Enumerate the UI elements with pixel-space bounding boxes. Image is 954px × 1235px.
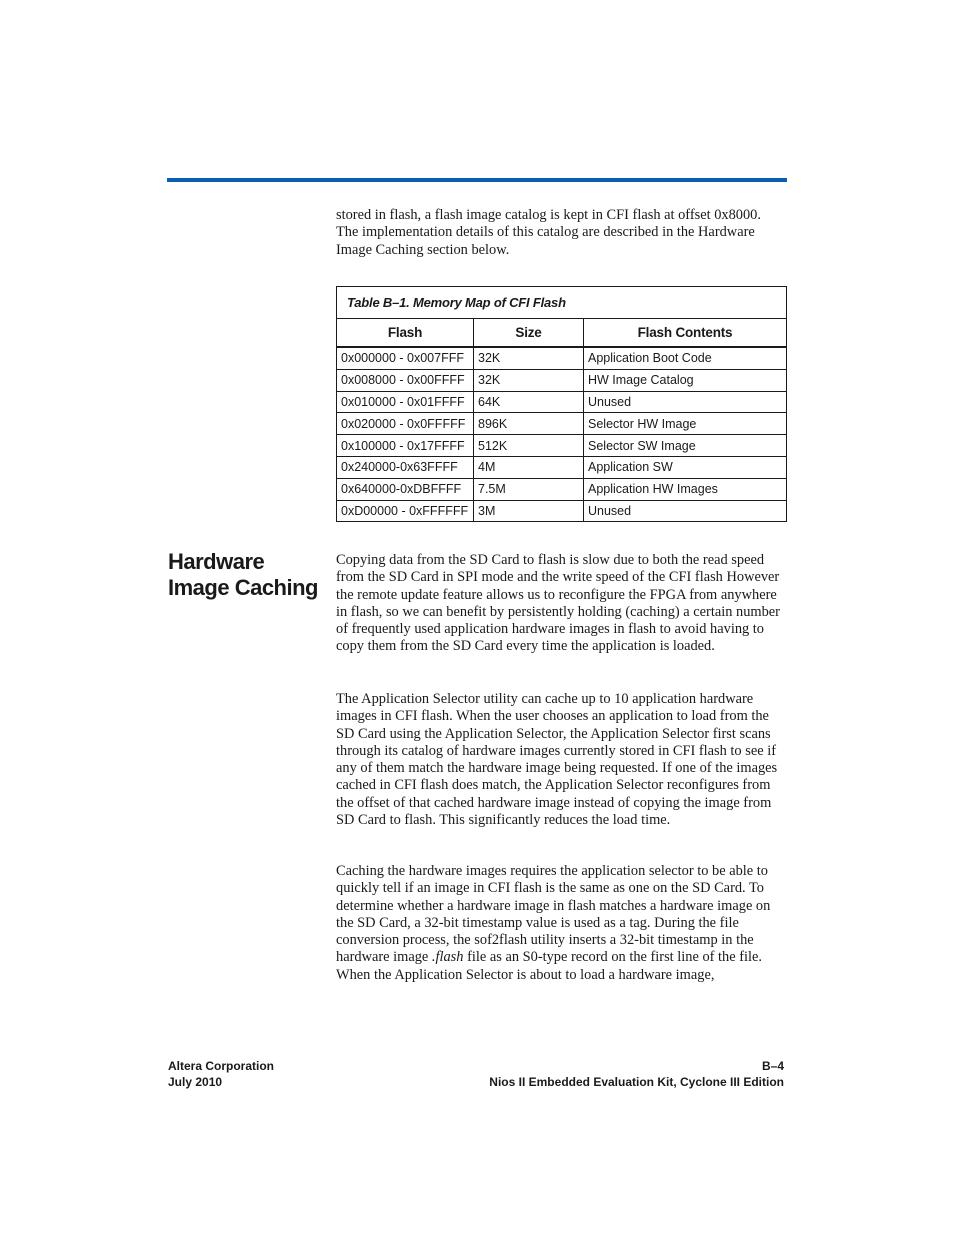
contents-cell: Selector SW Image [584,435,787,457]
table-row [337,435,786,457]
contents-cell: Unused [584,391,787,413]
body-paragraph-2 [336,691,786,829]
body-paragraph-3 [336,863,786,984]
file-extension: .flash [431,949,464,966]
flash-range-cell: 0x000000 - 0x007FFF [337,347,474,369]
flash-range-cell: 0xD00000 - 0xFFFFFF [337,500,474,521]
header-rule [167,178,787,182]
paragraph-text [336,863,786,984]
intro-paragraph: stored in flash, a flash image catalog is kept in CFI flash at offset 0x8000. The implementation details of this catalog are described in the Hardware Image Caching section below. [336,207,761,258]
footer-right [489,1059,784,1090]
table-row [337,347,786,369]
table-row [337,500,786,521]
footer-left [168,1059,274,1090]
size-cell: 896K [474,413,584,435]
contents-cell: HW Image Catalog [584,369,787,391]
body-paragraph-1 [336,552,786,656]
size-cell: 512K [474,435,584,457]
page-number: B–4 [761,1059,784,1073]
flash-range-cell: 0x240000-0x63FFFF [337,456,474,478]
footer-date: July 2010 [168,1074,223,1089]
contents-cell: Application Boot Code [584,347,787,369]
flash-range-cell: 0x008000 - 0x00FFFF [337,369,474,391]
column-header-flash: Flash [337,319,474,347]
table-row [337,456,786,478]
paragraph-text: The Application Selector utility can cache up to 10 application hardware images in CFI flash. When the user chooses an application to load from the SD Card using the Application Selector, the Application Selector first scans through its catalog of hardware images currently stored in CFI flash to see if any of them match the hardware image being requested. If one of the images cached in CFI flash does match, the Application Selector reconfigures from the offset of that cached hardware image instead of copying the image from SD Card to flash. This significantly reduces the load time. [336,691,778,829]
table-row [337,369,786,391]
table-row [337,413,786,435]
flash-range-cell: 0x100000 - 0x17FFFF [337,435,474,457]
contents-cell: Unused [588,503,632,518]
paragraph-text-part: Caching the hardware images requires the application selector to be able to quickly tell if an image in CFI flash is the same as one on the SD Card. To determine whether a hardware image in flash matches a hardware image on the SD Card, a 32-bit timestamp value is used as a tag. During the file conversion process, the sof2flash utility inserts a 32-bit timestamp in the hardware image [336,863,771,966]
flash-range-cell: 0x640000-0xDBFFFF [337,478,474,500]
memory-map-table [336,286,787,522]
size-cell: 7.5M [474,478,584,500]
contents-cell: Application SW [584,456,787,478]
section-heading: Hardware Image Caching [168,549,318,600]
size-cell: 3M [474,500,584,521]
flash-range-cell: 0x010000 - 0x01FFFF [337,391,474,413]
size-cell: 4M [474,456,584,478]
footer-company: Altera Corporation [168,1059,275,1073]
column-header-size: Size [474,319,584,347]
column-header-contents: Flash Contents [584,319,787,347]
contents-cell: Selector HW Image [584,413,787,435]
paragraph-text: Copying data from the SD Card to flash is slow due to both the read speed from the SD Card in SPI mode and the write speed of the CFI flash However the remote update feature allows us to reconfigure the FPGA from anywhere in flash, so we can benefit by persistently holding (caching) a certain number of frequently used application hardware images in flash to avoid having to copy them from the SD Card every time the application is loaded. [336,552,780,655]
table-row [337,391,786,413]
paragraph-text-part: file as an S0-type record on the first line of the file. When the Application Selector is about to load a hardware image, [336,949,762,983]
document-title: Nios II Embedded Evaluation Kit, Cyclone III Edition [489,1074,784,1089]
size-cell: 64K [474,391,584,413]
contents-cell: Application HW Images [584,478,787,500]
flash-range-cell: 0x020000 - 0x0FFFFF [337,413,474,435]
table-row [337,478,786,500]
size-cell: 32K [474,347,584,369]
size-cell: 32K [474,369,584,391]
table-caption: Table B–1. Memory Map of CFI Flash [337,287,786,319]
